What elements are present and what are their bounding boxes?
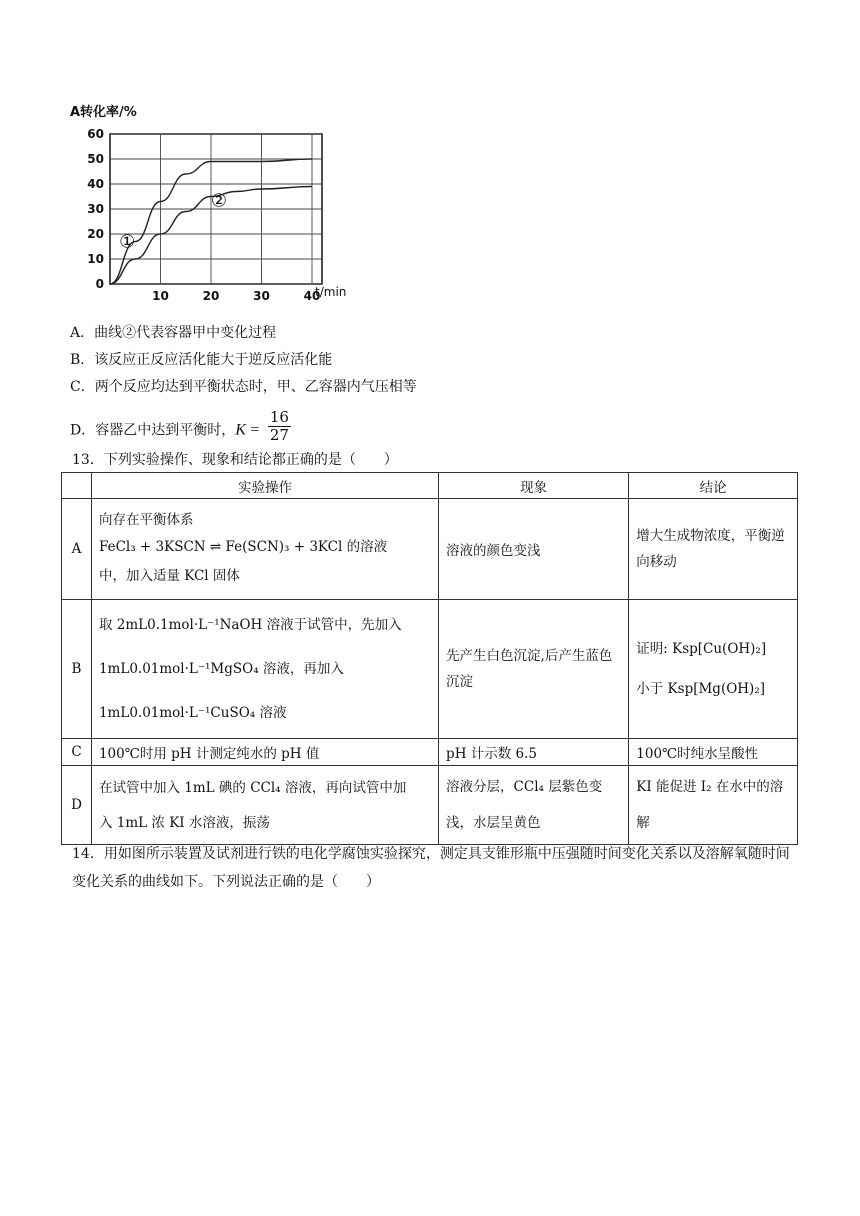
row-label: A [62,499,92,600]
phenomenon-cell: 先产生白色沉淀,后产生蓝色沉淀 [439,600,629,739]
row-label: D [62,766,92,845]
option-d-fraction [268,409,291,444]
conclusion-cell [629,600,798,739]
option-b: B．该反应正反应活化能大于逆反应活化能 [70,352,333,368]
conclusion-line: 小于 Ksp[Mg(OH)₂] [636,681,765,697]
experiment-table [61,472,798,845]
y-tick-label: 60 [87,127,104,141]
conclusion-line: 证明: Ksp[Cu(OH)₂] [636,641,767,657]
header-operation: 实验操作 [91,473,438,499]
table-row-b [62,600,798,739]
y-tick-label: 20 [87,227,104,241]
table-header-row [62,473,798,499]
y-tick-label: 30 [87,202,104,216]
y-tick-label: 40 [87,177,104,191]
operation-line: 1mL0.01mol·L⁻¹MgSO₄ 溶液，再加入 [98,661,344,677]
conclusion-cell: KI 能促进 I₂ 在水中的溶解 [629,766,798,845]
question-13: 13．下列实验操作、现象和结论都正确的是（ ） [72,452,398,468]
x-tick-label: 20 [202,289,220,303]
operation-line: 在试管中加入 1mL 碘的 CCl₄ 溶液，再向试管中加 [98,780,407,796]
y-tick-label: 0 [95,277,104,291]
chart-xlabel: t/min [315,285,347,299]
option-a: A．曲线②代表容器甲中变化过程 [70,325,277,341]
y-tick-label: 10 [87,252,104,266]
series-label-1: ① [119,231,136,253]
operation-line: 1mL0.01mol·L⁻¹CuSO₄ 溶液 [98,705,287,721]
header-phenomenon: 现象 [439,473,629,499]
phenomenon-cell: 溶液的颜色变浅 [439,499,629,600]
phenomenon-cell: 溶液分层，CCl₄ 层紫色变浅，水层呈黄色 [439,766,629,845]
x-tick-label: 40 [303,289,321,303]
operation-cell [91,766,438,845]
conclusion-cell: 100℃时纯水呈酸性 [629,739,798,766]
table-row-d [62,766,798,845]
row-label: B [62,600,92,739]
x-tick-label: 30 [253,289,270,303]
question-14: 14．用如图所示装置及试剂进行铁的电化学腐蚀实验探究，测定具支锥形瓶中压强随时间变化关系以及溶解氧随时间变化关系的曲线如下。下列说法正确的是（ ） [72,846,790,890]
series-label-2: ② [210,190,228,212]
option-d [70,408,291,448]
operation-line: 取 2mL0.1mol·L⁻¹NaOH 溶液于试管中，先加入 [98,617,402,633]
operation-line: 向存在平衡体系 [98,512,194,528]
conclusion-cell: 增大生成物浓度，平衡逆向移动 [629,499,798,600]
operation-cell [91,600,438,739]
operation-line: FeCl₃ + 3KSCN ⇌ Fe(SCN)₃ + 3KCl 的溶液 [98,539,388,555]
option-d-equals: = [250,421,260,439]
chart-ylabel: A转化率/% [70,105,137,120]
option-d-k: K [235,421,246,439]
x-tick-label: 10 [152,289,169,303]
fraction-denominator: 27 [269,426,289,444]
operation-line: 中，加入适量 KCl 固体 [98,568,240,584]
chart-y-ticks [87,127,104,291]
option-c: C．两个反应均达到平衡状态时，甲、乙容器内气压相等 [70,379,417,395]
operation-cell [91,499,438,600]
option-d-text: D．容器乙中达到平衡时， [70,422,236,439]
fraction-numerator: 16 [269,408,289,426]
y-tick-label: 50 [87,152,104,166]
table-row-a [62,499,798,600]
table-row-c [62,739,798,766]
operation-line: 入 1mL 浓 KI 水溶液，振荡 [98,815,270,831]
header-conclusion: 结论 [629,473,798,499]
chart-x-ticks [152,289,320,303]
operation-cell: 100℃时用 pH 计测定纯水的 pH 值 [91,739,438,766]
row-label: C [62,739,92,766]
phenomenon-cell: pH 计示数 6.5 [439,739,629,766]
conversion-chart [70,98,358,310]
header-blank [62,473,92,499]
